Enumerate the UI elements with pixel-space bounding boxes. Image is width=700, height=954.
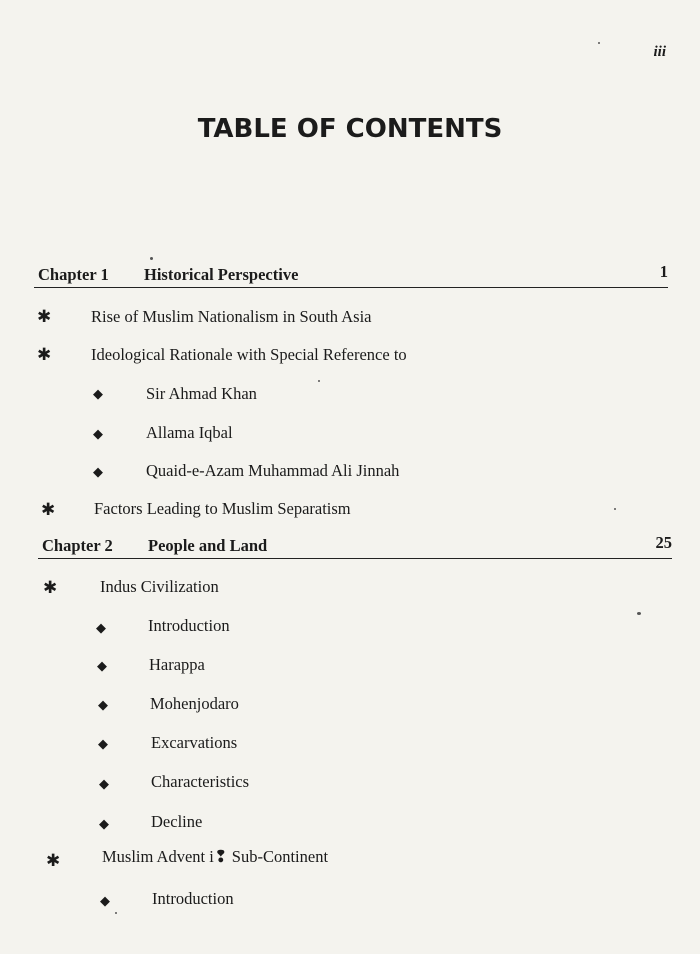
diamond-bullet-icon: ◆	[93, 387, 103, 402]
chapter-title: Historical Perspective	[144, 265, 299, 284]
chapter-title: People and Land	[148, 536, 268, 555]
asterisk-bullet-icon: ✱	[37, 307, 52, 327]
diamond-bullet-icon: ◆	[99, 777, 109, 792]
toc-entry: Rise of Muslim Nationalism in South Asia	[91, 307, 372, 326]
chapter-page-number: 25	[655, 533, 672, 552]
chapter-label: Chapter 2	[42, 536, 113, 555]
toc-subentry: Allama Iqbal	[146, 423, 233, 442]
asterisk-bullet-icon: ✱	[37, 345, 52, 365]
toc-subentry: Introduction	[152, 889, 234, 908]
toc-subentry: Quaid-e-Azam Muhammad Ali Jinnah	[146, 461, 400, 480]
diamond-bullet-icon: ◆	[100, 894, 110, 909]
scan-speck	[115, 912, 117, 914]
toc-subentry: Sir Ahmad Khan	[146, 384, 257, 403]
asterisk-bullet-icon: ✱	[41, 500, 56, 520]
toc-subentry: Introduction	[148, 616, 230, 635]
diamond-bullet-icon: ◆	[93, 427, 103, 442]
scan-speck	[598, 42, 600, 44]
diamond-bullet-icon: ◆	[97, 659, 107, 674]
diamond-bullet-icon: ◆	[98, 737, 108, 752]
toc-subentry: Harappa	[149, 655, 205, 674]
asterisk-bullet-icon: ✱	[43, 578, 58, 598]
diamond-bullet-icon: ◆	[93, 465, 103, 480]
toc-entry: Ideological Rationale with Special Reference to	[91, 345, 407, 364]
scan-speck	[150, 257, 153, 260]
page-title: TABLE OF CONTENTS	[197, 114, 503, 144]
chapter-label: Chapter 1	[38, 265, 109, 284]
page-number: iii	[653, 44, 666, 60]
scan-speck	[318, 380, 320, 382]
toc-entry: Muslim Advent i❢ Sub-Continent	[102, 847, 329, 866]
toc-subentry: Characteristics	[151, 772, 250, 791]
diamond-bullet-icon: ◆	[96, 621, 106, 636]
scan-speck	[614, 508, 616, 510]
diamond-bullet-icon: ◆	[99, 817, 109, 832]
toc-subentry: Mohenjodaro	[150, 694, 239, 713]
asterisk-bullet-icon: ✱	[46, 851, 61, 871]
chapter-page-number: 1	[659, 262, 668, 281]
diamond-bullet-icon: ◆	[98, 698, 108, 713]
chapter-heading-2	[38, 534, 672, 559]
toc-entry: Factors Leading to Muslim Separatism	[94, 499, 351, 518]
toc-subentry: Decline	[151, 812, 203, 831]
toc-subentry: Excarvations	[151, 733, 238, 752]
scan-speck	[637, 612, 641, 615]
toc-entry: Indus Civilization	[100, 577, 219, 596]
chapter-heading-1	[34, 263, 668, 288]
